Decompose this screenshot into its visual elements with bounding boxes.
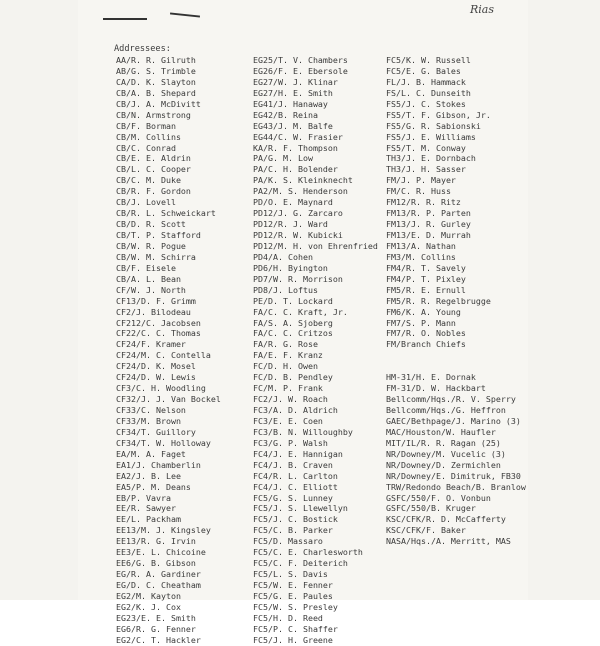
addressee-entry: FM13/R. P. Parten [386,208,471,219]
addressee-entry: FC5/G. S. Lunney [253,492,333,503]
addressee-entry: FL/J. B. Hammack [386,76,466,87]
addressee-entry: EE6/G. B. Gibson [116,558,196,569]
addressee-entry: PE/D. T. Lockard [253,295,333,306]
addressee-column-1 [116,55,221,646]
addressee-entry: MIT/IL/R. R. Ragan (25) [386,437,501,448]
addressee-entry: CF24/D. K. Mosel [116,361,196,372]
addressee-entry: FA/E. F. Kranz [253,350,323,361]
addressee-entry: FM4/R. T. Savely [386,262,466,273]
addressee-entry: PA/K. S. Kleinknecht [253,175,353,186]
addressee-entry: FM13/J. R. Gurley [386,219,471,230]
addressee-entry: PD12/R. J. Ward [253,219,328,230]
addressee-entry: CB/L. C. Cooper [116,164,191,175]
addressee-entry: MAC/Houston/W. Haufler [386,426,496,437]
addressee-entry: FC2/J. W. Roach [253,394,328,405]
addressee-entry: FC4/J. C. Elliott [253,481,338,492]
addressee-entry: CB/F. Borman [116,120,176,131]
addressee-entry: EG/D. C. Cheatham [116,580,201,590]
addressee-entry: CB/C. Conrad [116,142,176,153]
addressee-entry: FS5/J. C. Stokes [386,98,466,109]
addressee-entry: FA/C. C. Critzos [253,328,333,339]
addressee-entry: EA5/P. M. Deans [116,481,191,492]
addressee-entry: FS5/T. M. Conway [386,142,466,153]
addressee-entry: FS/L. C. Dunseith [386,87,471,98]
addressee-entry: FS5/J. E. Williams [386,131,476,142]
addressee-entry: FC5/L. S. Davis [253,569,328,580]
addressee-entry: FC5/E. G. Bales [386,65,461,76]
addressee-entry: CB/J. Lovell [116,197,176,208]
addressee-entry: CF13/D. F. Grimm [116,295,196,306]
addressee-entry: FC5/H. D. Reed [253,612,323,623]
addressee-entry: CB/T. P. Stafford [116,230,201,240]
addressee-entry: FC5/C. F. Deiterich [253,558,348,569]
addressees-heading: Addressees: [114,44,171,54]
addressee-entry: PA2/M. S. Henderson [253,186,348,197]
addressee-entry: EG2/K. J. Cox [116,601,181,612]
handwritten-note: Rias [470,3,495,16]
addressee-entry: CF34/T. W. Holloway [116,437,211,448]
addressee-entry: FM5/R. R. Regelbrugge [386,295,491,306]
addressee-entry: CF33/C. Nelson [116,405,186,415]
addressee-entry: NR/Downey/E. Dimitruk, FB30 [386,470,521,481]
addressee-entry: CA/D. K. Slayton [116,76,196,87]
addressee-entry: AA/R. R. Gilruth [116,55,196,65]
addressee-column-2 [253,55,378,646]
addressee-entry: CB/E. E. Aldrin [116,153,191,164]
addressee-entry: CB/C. M. Duke [116,175,181,186]
addressee-entry: AB/G. S. Trimble [116,65,196,76]
addressee-entry: FC4/J. B. Craven [253,459,333,470]
addressee-entry: EG27/W. J. Klinar [253,76,338,87]
addressee-entry: PD12/R. W. Kubicki [253,230,343,240]
addressee-entry: EG44/C. W. Frasier [253,131,343,142]
addressee-entry: CF3/C. H. Woodling [116,383,206,394]
addressee-entry: EG42/B. Reina [253,109,318,120]
addressee-entry: EE/R. Sawyer [116,503,176,514]
addressee-entry: EG25/T. V. Chambers [253,55,348,65]
addressee-entry: Bellcomm/Hqs./R. V. Sperry [386,394,516,405]
addressee-entry: CB/W. R. Pogue [116,240,186,251]
addressee-entry: FC3/G. P. Walsh [253,437,328,448]
addressee-entry: CB/A. L. Bean [116,273,181,284]
addressee-entry: FA/S. A. Sjoberg [253,317,333,328]
addressee-entry: CF34/T. Guillory [116,426,196,437]
addressee-entry: CB/A. B. Shepard [116,87,196,98]
addressee-entry: FC5/C. E. Charlesworth [253,547,363,558]
addressee-entry: GSFC/550/F. O. Vonbun [386,492,491,503]
addressee-entry: FC5/J. S. Llewellyn [253,503,348,514]
addressee-entry: FM13/A. Nathan [386,240,456,251]
addressee-entry: CB/R. L. Schweickart [116,208,216,219]
addressee-entry: FA/C. C. Kraft, Jr. [253,306,348,317]
addressee-entry: FC3/B. N. Willoughby [253,426,353,437]
addressee-entry: KSC/CFK/R. D. McCafferty [386,514,506,525]
addressee-entry: EG27/H. E. Smith [253,87,333,98]
addressee-entry: CF/W. J. North [116,284,186,295]
addressee-entry: EG6/R. G. Fenner [116,623,196,634]
addressee-entry [386,361,526,372]
addressee-entry: HM-31/H. E. Dornak [386,372,476,383]
addressee-entry: FC5/J. C. Bostick [253,514,338,525]
addressee-entry: TRW/Redondo Beach/B. Branlow [386,481,526,492]
addressee-entry: EE3/E. L. Chicoine [116,547,206,558]
addressee-entry: CB/F. Eisele [116,262,176,273]
addressee-entry: EE/L. Packham [116,514,181,525]
addressee-entry: CB/N. Armstrong [116,109,191,120]
addressee-entry: EG2/C. T. Hackler [116,634,201,645]
addressee-entry: EG43/J. M. Balfe [253,120,333,131]
addressee-entry: FM/J. P. Mayer [386,175,456,186]
addressee-entry: PD4/A. Cohen [253,251,313,262]
addressee-entry: FM4/P. T. Pixley [386,273,466,284]
addressee-entry: PD/O. E. Maynard [253,197,333,208]
addressee-entry: PA/G. M. Low [253,153,313,164]
addressee-entry: FC3/A. D. Aldrich [253,405,338,415]
addressee-entry: CF24/D. W. Lewis [116,372,196,383]
addressee-entry: FM13/E. D. Murrah [386,230,471,240]
addressee-entry [386,350,526,361]
addressee-entry: Bellcomm/Hqs./G. Heffron [386,405,506,415]
addressee-entry: CF22/C. C. Thomas [116,328,201,339]
addressee-entry: FM/C. R. Huss [386,186,451,197]
addressee-entry: CB/R. F. Gordon [116,186,191,197]
addressee-entry: FC5/W. S. Presley [253,601,338,612]
addressee-entry: NR/Downey/M. Vucelic (3) [386,448,506,459]
addressee-entry: GSFC/550/B. Kruger [386,503,476,514]
addressee-entry: FC5/W. E. Fenner [253,580,333,590]
addressee-entry: EG/R. A. Gardiner [116,569,201,580]
header-rule-left [103,18,147,20]
addressee-column-3 [386,55,526,547]
addressee-entry: PD7/W. R. Morrison [253,273,343,284]
addressee-entry: FC/M. P. Frank [253,383,323,394]
addressee-entry: CF2/J. Bilodeau [116,306,191,317]
addressee-entry: FM/Branch Chiefs [386,339,466,350]
addressee-entry: CF24/F. Kramer [116,339,186,350]
addressee-entry: PA/C. H. Bolender [253,164,338,175]
addressee-entry: CB/D. R. Scott [116,219,186,230]
addressee-entry: FC/D. H. Owen [253,361,318,372]
addressee-entry: GAEC/Bethpage/J. Marino (3) [386,415,521,426]
addressee-entry: FA/R. G. Rose [253,339,318,350]
addressee-entry: FC5/C. B. Parker [253,525,333,536]
addressee-entry: FM-31/D. W. Hackbart [386,383,486,394]
addressee-entry: EE13/M. J. Kingsley [116,525,211,536]
addressee-entry: EG2/M. Kayton [116,590,181,601]
addressee-entry: EB/P. Vavra [116,492,171,503]
addressee-entry: FC5/P. C. Shaffer [253,623,338,634]
addressee-entry: FC/D. B. Pendley [253,372,333,383]
addressee-entry: NR/Downey/D. Zermichlen [386,459,501,470]
addressee-entry: PD12/J. G. Zarcaro [253,208,343,219]
addressee-entry: EE13/R. G. Irvin [116,536,196,547]
addressee-entry: CF32/J. J. Van Bockel [116,394,221,405]
addressee-entry: CF33/M. Brown [116,415,181,426]
addressee-entry: CB/J. A. McDivitt [116,98,201,109]
addressee-entry: KA/R. F. Thompson [253,142,338,153]
addressee-entry: EG41/J. Hanaway [253,98,328,109]
addressee-entry: EG23/E. E. Smith [116,612,196,623]
addressee-entry: EG26/F. E. Ebersole [253,65,348,76]
addressee-entry: FC4/J. E. Hannigan [253,448,343,459]
addressee-entry: CF212/C. Jacobsen [116,317,201,328]
addressee-entry: EA1/J. Chamberlin [116,459,201,470]
addressee-entry: CF24/M. C. Contella [116,350,211,361]
addressee-entry: TH3/J. H. Sasser [386,164,466,175]
addressee-entry: FM3/M. Collins [386,251,456,262]
addressee-entry: KSC/CFK/F. Baker [386,525,466,536]
addressee-entry: FC5/J. H. Greene [253,634,333,645]
addressee-entry: PD12/M. H. von Ehrenfried [253,240,378,251]
addressee-entry: FS5/T. F. Gibson, Jr. [386,109,491,120]
addressee-entry: FM7/S. P. Mann [386,317,456,328]
addressee-entry: PD8/J. Loftus [253,284,318,295]
addressee-entry: FM5/R. E. Ernull [386,284,466,295]
addressee-entry: FC5/D. Massaro [253,536,323,547]
addressee-entry: TH3/J. E. Dornbach [386,153,476,164]
addressee-entry: FM6/K. A. Young [386,306,461,317]
addressee-entry: FM12/R. R. Ritz [386,197,461,208]
addressee-entry: FC5/G. E. Paules [253,590,333,601]
addressee-entry: PD6/H. Byington [253,262,328,273]
addressee-entry: FC5/K. W. Russell [386,55,471,65]
addressee-entry: NASA/Hqs./A. Merritt, MAS [386,536,511,547]
addressee-entry: FS5/G. R. Sabionski [386,120,481,131]
addressee-entry: FC3/E. E. Coen [253,415,323,426]
addressee-entry: EA2/J. B. Lee [116,470,181,481]
addressee-entry: CB/M. Collins [116,131,181,142]
addressee-entry: CB/W. M. Schirra [116,251,196,262]
addressee-entry: FC4/R. L. Carlton [253,470,338,481]
addressee-entry: FM7/R. O. Nobles [386,328,466,339]
addressee-entry: EA/M. A. Faget [116,448,186,459]
